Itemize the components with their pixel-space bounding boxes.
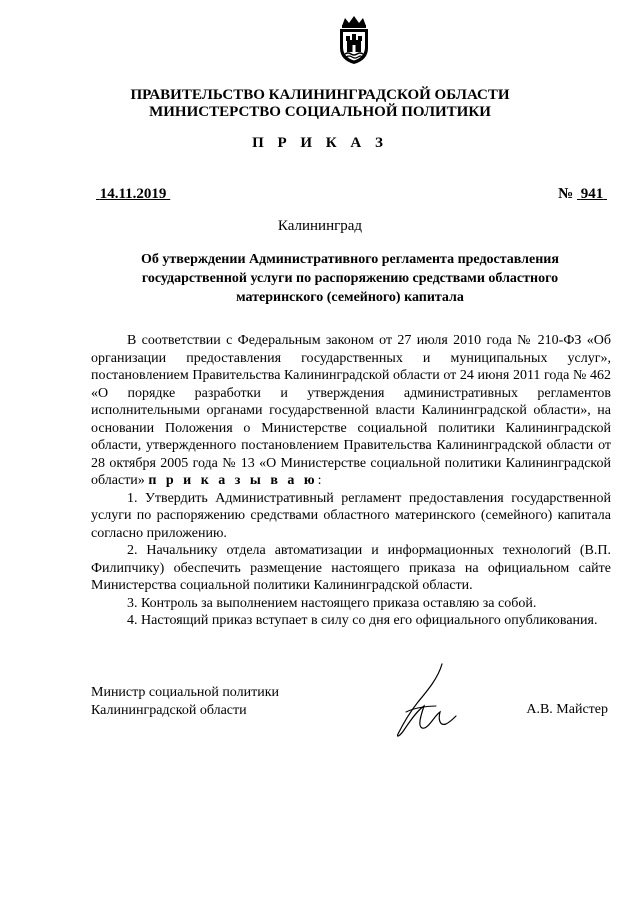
order-item-2: 2. Начальнику отдела автоматизации и информационных технологий (В.П. Филипчику) обеспечить размещение настоящего приказа на официальном сайте Министерства социальной политики Калининградской области. (91, 543, 611, 593)
order-number (558, 186, 607, 203)
position-line-2: Калининградской области (91, 702, 247, 718)
document-type-title: П Р И К А З (252, 135, 388, 151)
signatory-name: А.В. Майстер (526, 702, 608, 717)
handwritten-signature-icon (384, 660, 474, 740)
order-item-3: 3. Контроль за выполнением настоящего приказа оставляю за собой. (127, 595, 537, 611)
order-colon: : (317, 473, 322, 488)
order-date (96, 186, 170, 203)
order-number-prefix: № (558, 186, 574, 202)
organization-line-1: ПРАВИТЕЛЬСТВО КАЛИНИНГРАДСКОЙ ОБЛАСТИ (130, 87, 510, 103)
signatory-position (91, 684, 279, 719)
order-body (91, 332, 611, 630)
intro-paragraph (91, 332, 611, 490)
intro-text: В соответствии с Федеральным законом от 27 июля 2010 года № 210-ФЗ «Об организации предоставления государственных и муниципальных услуг», постановлением Правительства Калининградской области от 24 июня 2011 года № 462 «О порядке разработки и утверждения административных регламентов исполнительными органами государственной власти Калининградской области», на основании Положения о Министерстве социальной политики Калининградской области, утвержденного постановлением Правительства Калининградской области от 28 октября 2005 года № 13 «О Министерстве социальной политики Калининградской области» (91, 333, 611, 488)
coat-of-arms-icon (334, 14, 374, 66)
order-number-value: 941 (580, 186, 604, 202)
city: Калининград (277, 218, 363, 234)
order-item-1: 1. Утвердить Административный регламент предоставления государственной услуги по распоряжению средствами областного материнского (семейного) капитала согласно приложению. (91, 490, 611, 541)
position-line-1: Министр социальной политики (91, 685, 280, 700)
organization-line-2: МИНИСТЕРСТВО СОЦИАЛЬНОЙ ПОЛИТИКИ (149, 104, 491, 120)
order-date-value: 14.11.2019 (99, 186, 167, 202)
order-word: п р и к а з ы в а ю (148, 473, 318, 488)
order-item-4: 4. Настоящий приказ вступает в силу со дня его официального опубликования. (127, 613, 598, 628)
order-subject: Об утверждении Административного регламента предоставления государственной услуги по распоряжению средствами областного материнского (семейного) капитала (141, 252, 559, 305)
